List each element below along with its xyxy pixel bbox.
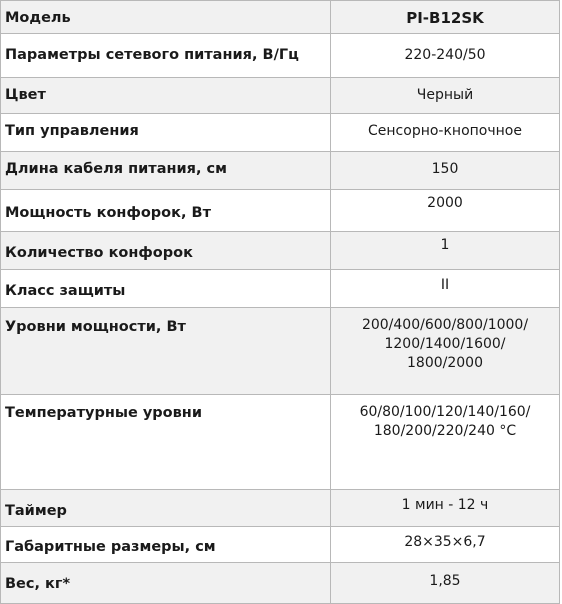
spec-label-cell [1, 152, 331, 190]
spec-value-cell [331, 1, 560, 34]
table-row-model [1, 1, 560, 34]
table-row-weight [1, 563, 560, 604]
spec-value-temperature-levels [331, 395, 559, 441]
spec-value-cell [331, 152, 560, 190]
table-row-burner-count [1, 232, 560, 270]
spec-label-dimensions: Габаритные размеры, см [5, 539, 216, 555]
table-row-power-levels [1, 308, 560, 395]
spec-value-power-params: 220-240/50 [404, 47, 486, 63]
temperature-levels-line: 60/80/100/120/140/160/ [359, 404, 531, 420]
spec-label-cell [1, 34, 331, 78]
table-row-power-params [1, 34, 560, 78]
table-row-control-type [1, 114, 560, 152]
table-row-dimensions [1, 527, 560, 563]
table-row-cable-length [1, 152, 560, 190]
spec-label-power-params: Параметры сетевого питания, В/Гц [5, 47, 299, 63]
spec-value-cell [331, 395, 560, 490]
spec-label-cell [1, 395, 331, 490]
spec-value-cell [331, 527, 560, 563]
spec-label-power-levels: Уровни мощности, Вт [5, 319, 186, 335]
spec-value-color: Черный [416, 87, 474, 103]
spec-label-burner-count: Количество конфорок [5, 245, 193, 261]
spec-label-cable-length: Длина кабеля питания, см [5, 161, 227, 177]
spec-value-cell [331, 114, 560, 152]
table-row-timer [1, 490, 560, 527]
spec-value-cell [331, 270, 560, 308]
spec-value-cell [331, 232, 560, 270]
spec-label-cell [1, 270, 331, 308]
table-row-burner-power [1, 190, 560, 232]
spec-value-cell [331, 308, 560, 395]
spec-label-cell [1, 190, 331, 232]
spec-label-weight: Вес, кг* [5, 576, 71, 592]
spec-value-weight: 1,85 [429, 573, 461, 589]
spec-label-temperature-levels: Температурные уровни [5, 405, 202, 421]
power-levels-line: 1200/1400/1600/ [384, 336, 506, 352]
spec-label-protection-class: Класс защиты [5, 283, 126, 299]
spec-value-cell [331, 34, 560, 78]
spec-value-power-levels [331, 308, 559, 373]
spec-value-cell [331, 490, 560, 527]
table-row-protection-class [1, 270, 560, 308]
table-row-color [1, 78, 560, 114]
spec-label-cell [1, 1, 331, 34]
power-levels-line: 200/400/600/800/1000/ [361, 317, 529, 333]
spec-label-cell [1, 490, 331, 527]
spec-value-cell [331, 563, 560, 604]
spec-label-control-type: Тип управления [5, 123, 139, 139]
spec-label-burner-power: Мощность конфорок, Вт [5, 205, 211, 221]
spec-value-model: PI-B12SK [406, 9, 484, 27]
spec-label-cell [1, 114, 331, 152]
spec-label-cell [1, 308, 331, 395]
spec-value-cable-length: 150 [431, 161, 459, 177]
spec-label-timer: Таймер [5, 503, 67, 519]
temperature-levels-line: 180/200/220/240 °C [373, 423, 517, 439]
spec-label-model: Модель [5, 10, 71, 26]
spec-value-cell [331, 190, 560, 232]
spec-value-timer: 1 мин - 12 ч [401, 497, 489, 513]
spec-value-cell [331, 78, 560, 114]
spec-label-cell [1, 78, 331, 114]
spec-label-color: Цвет [5, 87, 46, 103]
spec-label-cell [1, 232, 331, 270]
table-row-temperature-levels [1, 395, 560, 490]
spec-value-burner-count: 1 [440, 237, 450, 253]
spec-value-protection-class: II [440, 277, 450, 293]
spec-value-dimensions: 28×35×6,7 [404, 534, 486, 550]
spec-label-cell [1, 563, 331, 604]
spec-label-cell [1, 527, 331, 563]
power-levels-line: 1800/2000 [407, 355, 483, 371]
spec-value-control-type: Сенсорно-кнопочное [368, 123, 522, 139]
spec-value-burner-power: 2000 [427, 195, 463, 211]
